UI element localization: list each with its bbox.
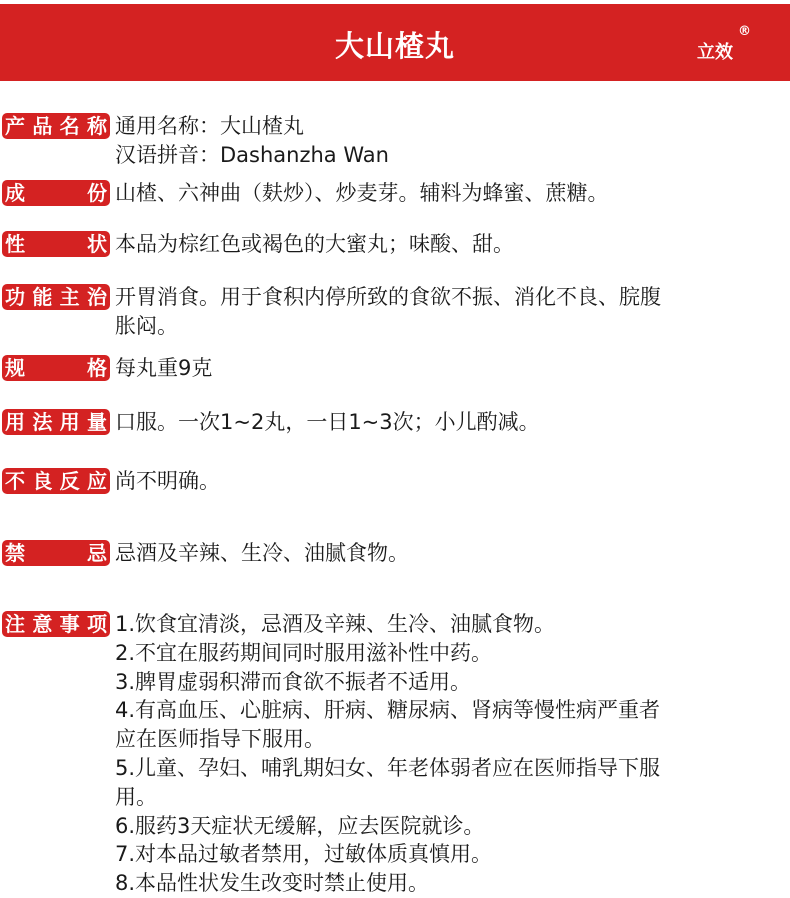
content-line: 通用名称：大山楂丸 <box>115 114 304 138</box>
content-line: 忌酒及辛辣、生冷、油腻食物。 <box>115 541 409 565</box>
section-label: 不良反应 <box>2 468 110 494</box>
section-content <box>115 539 785 568</box>
content-line: 口服。一次1~2丸，一日1~3次；小儿酌减。 <box>115 410 540 434</box>
content-line: 应在医师指导下服用。 <box>115 727 325 752</box>
content-line: 3.脾胃虚弱积滞而食欲不振者不适用。 <box>115 669 472 694</box>
content-line: 2.不宜在服药期间同时服用滋补性中药。 <box>115 640 493 665</box>
brand-logo: 立效 <box>697 42 733 63</box>
section-content <box>115 610 785 898</box>
content-line: 5.儿童、孕妇、哺乳期妇女、年老体弱者应在医师指导下服 <box>115 755 661 780</box>
content-line: 4.有高血压、心脏病、肝病、糖尿病、肾病等慢性病严重者 <box>115 698 661 723</box>
content-line: 7.对本品过敏者禁用，过敏体质真慎用。 <box>115 842 493 867</box>
content-line: 每丸重9克 <box>115 356 213 380</box>
content-line: 胀闷。 <box>115 313 178 338</box>
content-line: 1.饮食宜清淡，忌酒及辛辣、生冷、油腻食物。 <box>115 612 556 636</box>
section-label: 规格 <box>2 355 110 381</box>
content-line: 8.本品性状发生改变时禁止使用。 <box>115 871 430 896</box>
section-label: 注意事项 <box>2 611 110 637</box>
content-line: 汉语拼音：Dashanzha Wan <box>115 142 389 167</box>
registered-mark: ® <box>738 24 751 39</box>
section-content <box>115 354 785 383</box>
section-content <box>115 112 785 170</box>
content-line: 6.服药3天症状无缓解，应去医院就诊。 <box>115 813 485 838</box>
section-label: 功能主治 <box>2 284 110 310</box>
section-content <box>115 467 785 496</box>
section-content <box>115 283 785 341</box>
product-title: 大山楂丸 <box>334 29 455 63</box>
section-label: 产品名称 <box>2 113 110 139</box>
section-label: 成份 <box>2 180 110 206</box>
content-line: 开胃消食。用于食积内停所致的食欲不振、消化不良、脘腹 <box>115 285 661 309</box>
section-label: 性状 <box>2 231 110 257</box>
content-line: 用。 <box>115 784 157 809</box>
section-label: 禁忌 <box>2 540 110 566</box>
content-line: 尚不明确。 <box>115 469 220 493</box>
header-banner <box>0 4 790 81</box>
section-label: 用法用量 <box>2 409 110 435</box>
section-content <box>115 230 785 259</box>
content-line: 本品为棕红色或褐色的大蜜丸；味酸、甜。 <box>115 232 514 256</box>
content-line: 山楂、六神曲（麸炒）、炒麦芽。辅料为蜂蜜、蔗糖。 <box>115 181 609 205</box>
section-content <box>115 408 785 437</box>
section-content <box>115 179 785 208</box>
